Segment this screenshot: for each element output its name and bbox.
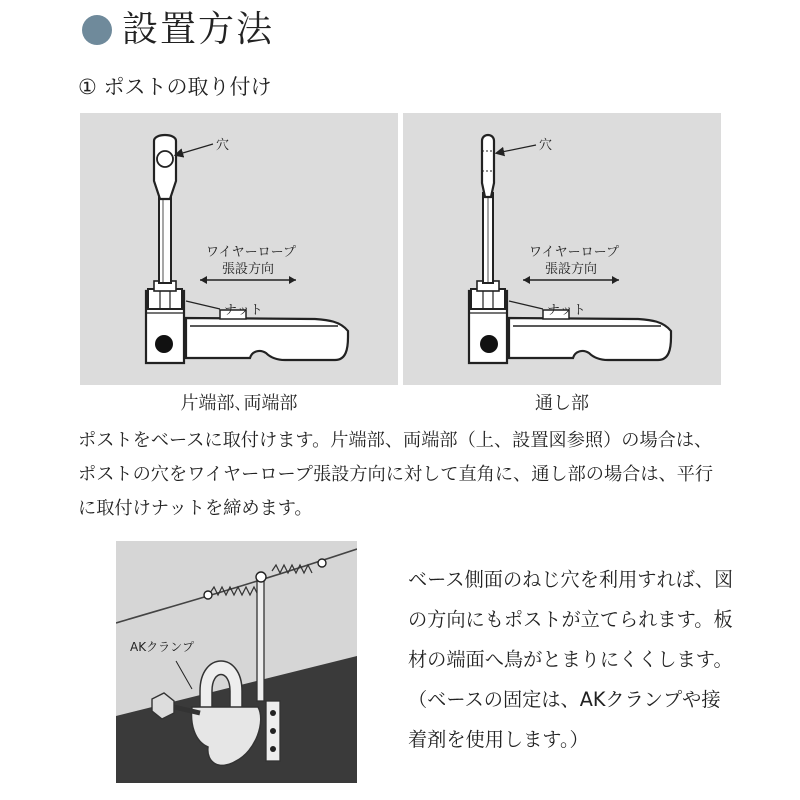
base-plate [186,318,348,360]
label-direction-line2: 張設方向 [545,262,598,277]
label-nut: ナット [547,303,586,318]
section-bullet [82,15,112,45]
figure-through-post [403,113,721,385]
clamp-illustration [116,541,357,783]
installation-photo [116,541,357,783]
figure-caption-through: 通し部 [535,393,589,414]
side-description: ベース側面のねじ穴を利用すれば、図の方向にもポストが立てられます。板材の端面へ鳥がとまりにくくします。（ベースの固定は、AKクランプや接着剤を使用します。） [408,568,734,751]
post-hole [157,151,173,167]
post [257,581,264,701]
figure-caption-end: 片端部､両端部 [180,393,298,414]
post-head [482,135,494,197]
base-plate [509,318,671,360]
label-hole: 穴 [539,138,553,153]
screw-hole [155,335,173,353]
label-direction-line1: ワイヤーロープ [529,245,619,260]
end-post-diagram [80,113,398,385]
step-heading: ① ポストの取り付け [78,75,272,99]
screw-hole [480,335,498,353]
label-hole: 穴 [216,138,230,153]
label-direction-line1: ワイヤーロープ [206,245,296,260]
figure-end-post [80,113,398,385]
nut [471,289,505,309]
through-post-diagram [403,113,721,385]
label-nut: ナット [224,303,263,318]
post-shaft [159,193,171,283]
instruction-paragraph: ポストをベースに取付けます。片端部、両端部（上、設置図参照）の場合は、ポストの穴をワイヤーロープ張設方向に対して直角に、通し部の場合は、平行に取付けナットを締めます。 [78,430,714,519]
nut [148,289,182,309]
label-ak-clamp: AKクランプ [130,640,195,654]
section-title: 設置方法 [122,9,275,50]
label-direction-line2: 張設方向 [222,262,275,277]
